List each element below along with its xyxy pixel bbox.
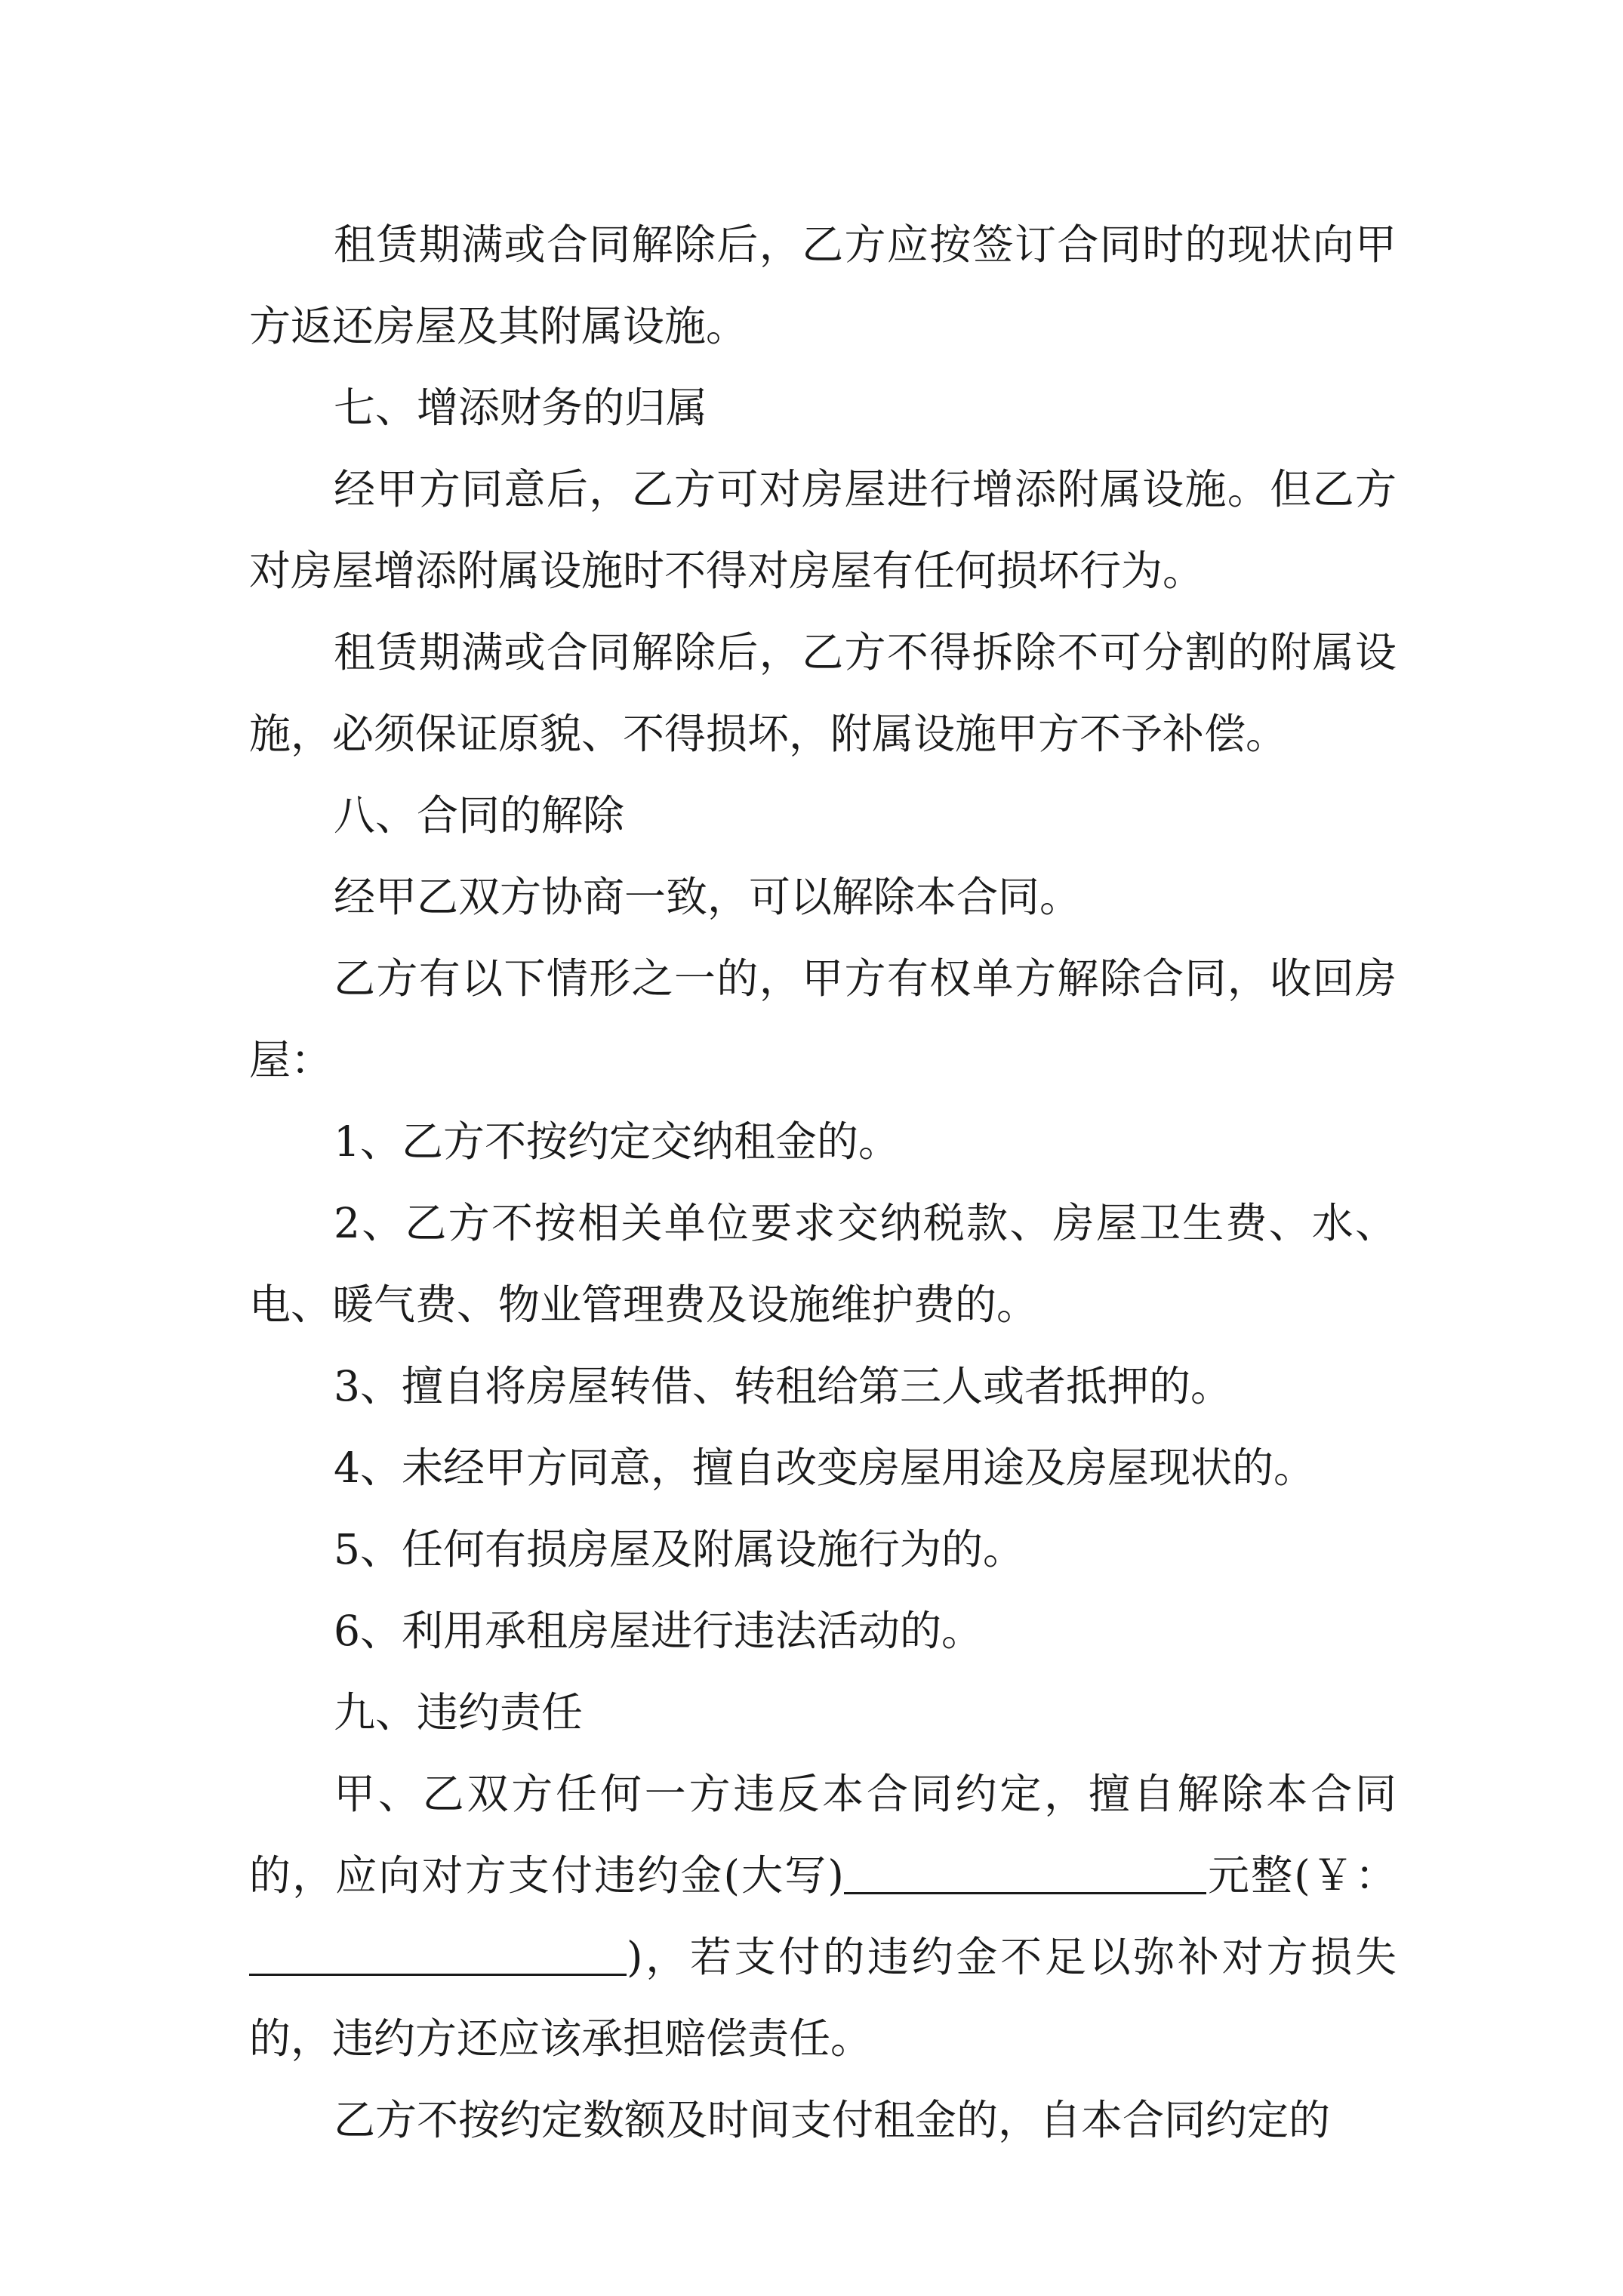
paragraph-late-rent: 乙方不按约定数额及时间支付租金的，自本合同约定的 <box>334 2096 1331 2144</box>
list-item-3: 3、擅自将房屋转借、转租给第三人或者抵押的。 <box>334 1362 1232 1410</box>
heading-section-7: 七、增添财务的归属 <box>334 384 708 432</box>
paragraph-return-house: 租赁期满或合同解除后，乙方应按签订合同时的现状向甲方返还房屋及其附属设施。 <box>249 220 1397 350</box>
penalty-text-part1: 甲、乙双方任何一方违反本合同约定，擅自解除本合同的，应向对方支付违约金(大写) <box>249 1770 1397 1900</box>
list-item-6: 6、利用承租房屋进行违法活动的。 <box>334 1607 983 1655</box>
paragraph-unilateral-termination: 乙方有以下情形之一的，甲方有权单方解除合同，收回房屋： <box>249 954 1397 1084</box>
list-item-2: 2、乙方不按相关单位要求交纳税款、房屋卫生费、水、电、暖气费、物业管理费及设施维护费的。 <box>249 1199 1397 1329</box>
paragraph-no-removal: 租赁期满或合同解除后，乙方不得拆除不可分割的附属设施，必须保证原貌、不得损坏，附属设施甲方不予补偿。 <box>249 628 1397 758</box>
heading-section-9: 九、违约责任 <box>334 1688 584 1737</box>
list-item-1: 1、乙方不按约定交纳租金的。 <box>334 1117 900 1166</box>
penalty-text-part2: 元整(￥： <box>1206 1851 1397 1900</box>
document-body <box>249 204 1397 2161</box>
list-item-5: 5、任何有损房屋及附属设施行为的。 <box>334 1525 1024 1573</box>
paragraph-add-facilities: 经甲方同意后，乙方可对房屋进行增添附属设施。但乙方对房屋增添附属设施时不得对房屋有任何损坏行为。 <box>249 465 1397 595</box>
list-item-4: 4、未经甲方同意，擅自改变房屋用途及房屋现状的。 <box>334 1444 1315 1492</box>
penalty-amount-number-blank[interactable] <box>249 1930 627 1976</box>
heading-section-8: 八、合同的解除 <box>334 791 625 840</box>
penalty-text-part3: )，若支付的违约金不足以弥补对方损失的，违约方还应该承担赔偿责任。 <box>249 1933 1397 2063</box>
paragraph-mutual-termination: 经甲乙双方协商一致，可以解除本合同。 <box>334 873 1082 921</box>
paragraph-penalty <box>249 1753 1397 2079</box>
penalty-amount-words-blank[interactable] <box>844 1848 1206 1894</box>
